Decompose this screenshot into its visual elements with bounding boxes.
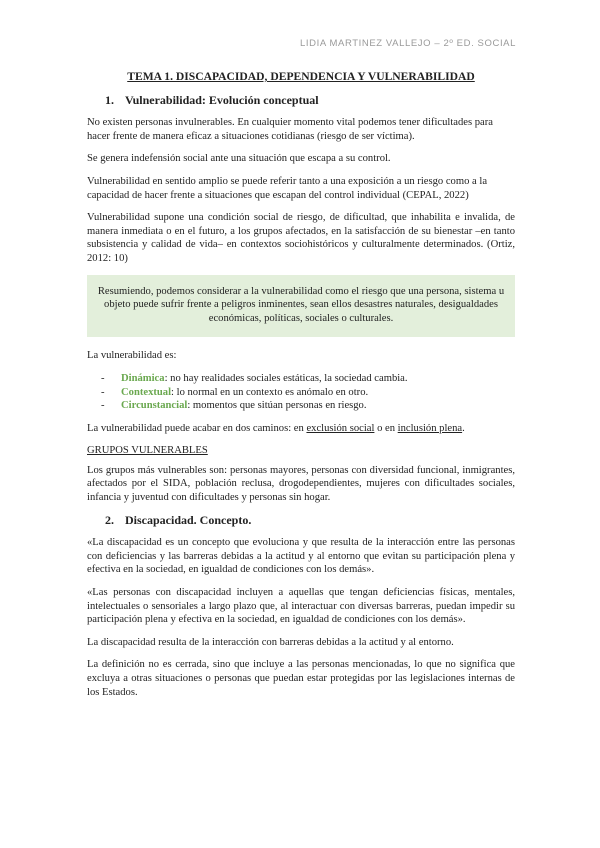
outcome-text: . [462, 422, 465, 434]
outcome-text: o en [374, 422, 398, 434]
page-header-author: LIDIA MARTINEZ VALLEJO – 2º ED. SOCIAL [300, 38, 516, 49]
outcome-text: La vulnerabilidad puede acabar en dos caminos: en [87, 422, 307, 434]
document-content [87, 70, 515, 708]
paragraph: «La discapacidad es un concepto que evoluciona y que resulta de la interacción entre las personas con deficiencias y las barreras debidas a la actitud y al entorno que evitan su participación plena y efectiva en la sociedad, en igualdad de condiciones con los demás». [87, 537, 515, 576]
summary-box: Resumiendo, podemos considerar a la vulnerabilidad como el riesgo que una persona, sistema u objeto puede sufrir frente a peligros inminentes, sean ellos desastres naturales, desigualdades económicas, políticas, sociales o culturales. [87, 275, 515, 338]
section-1-number: 1. [105, 92, 114, 107]
dash-bullet: - [101, 386, 105, 398]
list-text: : no hay realidades sociales estáticas, la sociedad cambia. [164, 372, 408, 384]
dash-bullet: - [101, 372, 105, 384]
list-term: Contextual [121, 386, 172, 398]
paragraph: Vulnerabilidad supone una condición social de riesgo, de dificultad, que inhabilita e invalida, de manera inmediata o en el futuro, a los grupos afectados, en la satisfacción de su bienestar –en tanto subsistencia y calidad de vida– en contextos sociohistóricos y culturalmente determinados. (Ortiz, 2012: 10) [87, 212, 515, 264]
dash-bullet: - [101, 400, 105, 412]
groups-paragraph: Los grupos más vulnerables son: personas mayores, personas con diversidad funcional, inmigrantes, afectados por el SIDA, población reclusa, drogodependientes, mujeres con dificultades sociales, infancia y juventud con dificultades y personas sin hogar. [87, 464, 515, 504]
section-2-heading [87, 514, 515, 528]
outcome-inclusion: inclusión plena [397, 422, 463, 434]
paragraph: «Las personas con discapacidad incluyen a aquellas que tengan deficiencias físicas, mentales, intelectuales o sensoriales a largo plazo que, al interactuar con diversas barreras, puedan impedir su participación plena y efectiva en la sociedad, en igualdad de condiciones con los demás». [87, 587, 515, 626]
list-intro: La vulnerabilidad es: [87, 350, 177, 362]
list-item [87, 372, 515, 386]
list-term: Dinámica [121, 372, 165, 384]
paragraph: La discapacidad resulta de la interacción con barreras debidas a la actitud y al entorno. [87, 636, 454, 648]
paragraph: La definición no es cerrada, sino que incluye a las personas mencionadas, lo que no significa que excluya a otras situaciones o personas que puedan estar protegidas por las legislaciones internas de los Estados. [87, 659, 515, 698]
outcome-paragraph [87, 422, 515, 436]
paragraph: Se genera indefensión social ante una situación que escapa a su control. [87, 153, 391, 165]
section-1-heading [87, 94, 515, 108]
list-item [87, 386, 515, 400]
outcome-exclusion: exclusión social [306, 422, 375, 434]
document-title: TEMA 1. DISCAPACIDAD, DEPENDENCIA Y VULNERABILIDAD [127, 70, 475, 83]
paragraph: No existen personas invulnerables. En cualquier momento vital podemos tener dificultades para hacer frente de manera eficaz a situaciones cotidianas (riesgo de ser víctima). [87, 117, 493, 142]
section-2-number: 2. [105, 512, 114, 527]
paragraph: Vulnerabilidad en sentido amplio se puede referir tanto a una exposición a un riesgo como a la capacidad de hacer frente a situaciones que escapan del control individual (CEPAL, 2022) [87, 175, 488, 201]
vulnerability-traits-list [87, 372, 515, 413]
list-text: : lo normal en un contexto es anómalo en otro. [171, 386, 369, 398]
list-item [87, 399, 515, 413]
groups-heading: GRUPOS VULNERABLES [87, 445, 208, 457]
section-2-title: Discapacidad. Concepto. [125, 512, 252, 527]
list-text: : momentos que sitúan personas en riesgo. [187, 400, 367, 412]
section-1-title: Vulnerabilidad: Evolución conceptual [125, 92, 319, 107]
list-term: Circunstancial [121, 400, 188, 412]
